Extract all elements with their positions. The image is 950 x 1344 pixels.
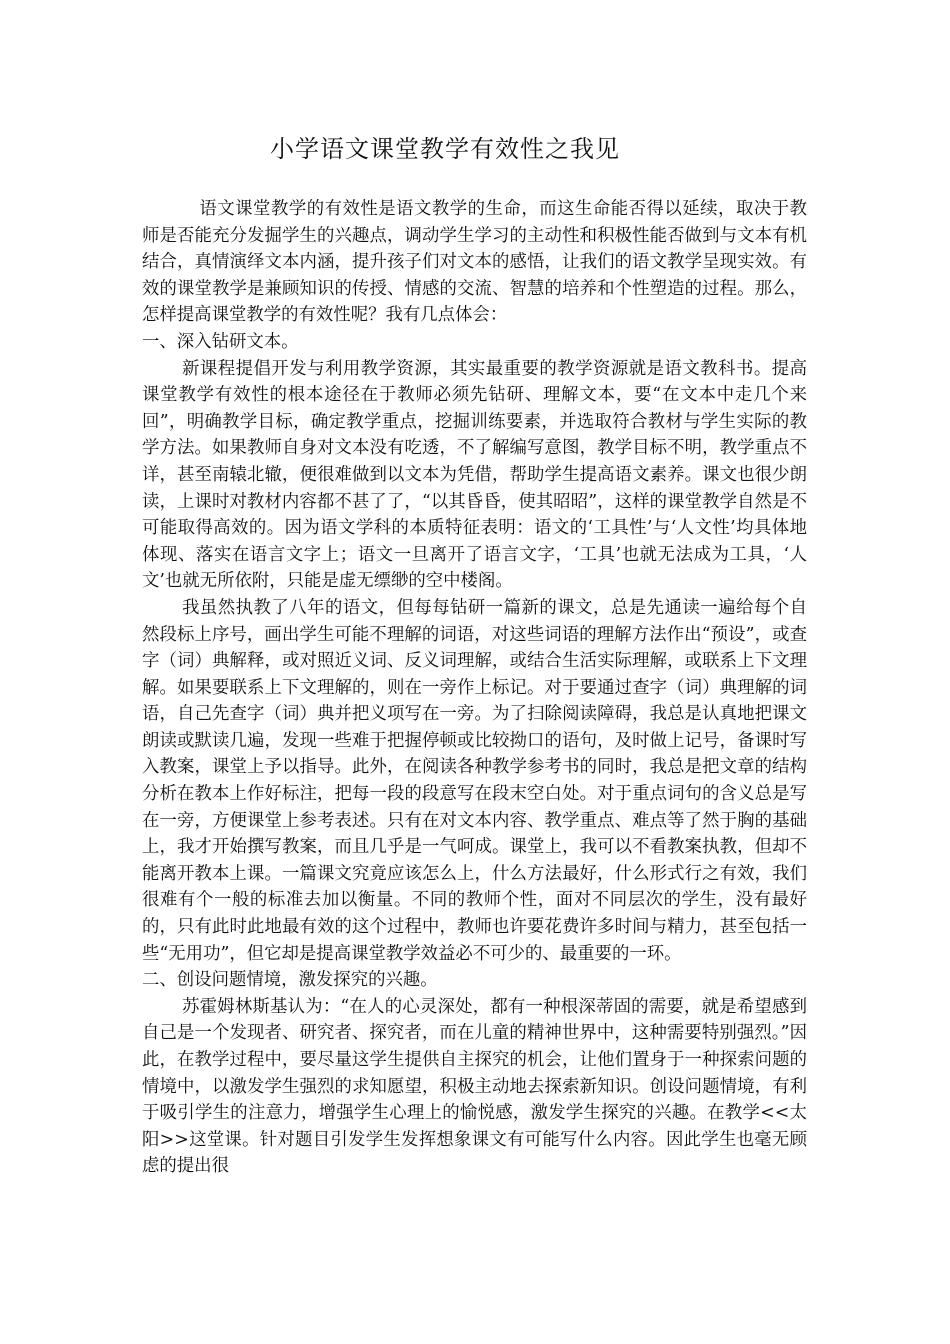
- document-body: [142, 196, 807, 1180]
- body-paragraph-2: 我虽然执教了八年的语文，但每每钻研一篇新的课文，总是先通读一遍给每个自然段标上序号，画出学生可能不理解的词语，对这些词语的理解方法作出“预设”，或查字（词）典解释，或对照近义词、反义词理解，或结合生活实际理解，或联系上下文理解。如果要联系上下文理解的，则在一旁作上标记。对于要通过查字（词）典理解的词语，自己先查字（词）典并把义项写在一旁。为了扫除阅读障碍，我总是认真地把课文朗读或默读几遍，发现一些难于把握停顿或比较拗口的语句，及时做上记号，备课时写入教案，课堂上予以指导。此外，在阅读各种教学参考书的同时，我总是把文章的结构分析在教本上作好标注，把每一段的段意写在段末空白处。对于重点词句的含义总是写在一旁，方便课堂上参考表述。只有在对文本内容、教学重点、难点等了然于胸的基础上，我才开始撰写教案，而且几乎是一气呵成。课堂上，我可以不看教案执教，但却不能离开教本上课。一篇课文究竟应该怎么上，什么方法最好，什么形式行之有效，我们很难有个一般的标准去加以衡量。不同的教师个性，面对不同层次的学生，没有最好的，只有此时此地最有效的这个过程中，教师也许要花费许多时间与精力，甚至包括一些“无用功”，但它却是提高课堂教学效益必不可少的、最重要的一环。: [142, 597, 807, 964]
- section-heading-1: 一、深入钻研文本。: [142, 331, 299, 352]
- document-title: 小学语文课堂教学有效性之我见: [270, 135, 620, 163]
- body-paragraph-3: 苏霍姆林斯基认为：“在人的心灵深处，都有一种根深蒂固的需要，就是希望感到自己是一个发现者、研究者、探究者，而在儿童的精神世界中，这种需要特别强烈。”因此，在教学过程中，要尽量这学生提供自主探究的机会，让他们置身于一种探索问题的情境中，以激发学生强烈的求知愿望，积极主动地去探索新知识。创设问题情境，有利于吸引学生的注意力，增强学生心理上的愉悦感，激发学生探究的兴趣。在教学<<太阳>>这堂课。针对题目引发学生发挥想象课文有可能写什么内容。因此学生也毫无顾虑的提出很: [142, 996, 807, 1177]
- section-heading-2: 二、创设问题情境，激发探究的兴趣。: [142, 970, 438, 991]
- intro-paragraph: 语文课堂教学的有效性是语文教学的生命，而这生命能否得以延续，取决于教师是否能充分发掘学生的兴趣点，调动学生学习的主动性和积极性能否做到与文本有机结合，真情演绎文本内涵，提升孩子们对文本的感悟，让我们的语文教学呈现实效。有效的课堂教学是兼顾知识的传授、情感的交流、智慧的培养和个性塑造的过程。那么， 怎样提高课堂教学的有效性呢？我有几点体会：: [142, 199, 807, 326]
- body-paragraph-1: 新课程提倡开发与利用教学资源，其实最重要的教学资源就是语文教科书。提高课堂教学有效性的根本途径在于教师必须先钻研、理解文本，要“在文本中走几个来回”，明确教学目标，确定教学重点，挖掘训练要素，并选取符合教材与学生实际的教学方法。如果教师自身对文本没有吃透，不了解编写意图，教学目标不明，教学重点不详，甚至南辕北辙，便很难做到以文本为凭借，帮助学生提高语文素养。课文也很少朗读，上课时对教材内容都不甚了了，“以其昏昏，使其昭昭”，这样的课堂教学自然是不可能取得高效的。因为语文学科的本质特征表明：语文的‘工具性’与‘人文性’均具体地体现、落实在语言文字上；语文一旦离开了语言文字，‘工具’也就无法成为工具，‘人文’也就无所依附，只能是虚无缥缈的空中楼阁。: [142, 358, 807, 592]
